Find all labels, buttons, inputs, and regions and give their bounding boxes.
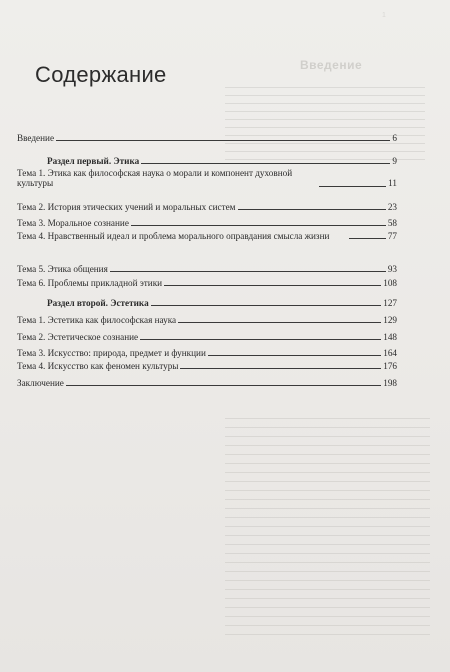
toc-leader-line	[319, 185, 386, 187]
toc-entry-aesthetics-topic-1	[17, 315, 397, 325]
toc-page-number: 77	[387, 231, 397, 241]
toc-leader-line	[178, 321, 381, 323]
toc-entry-label: Тема 4. Нравственный идеал и проблема морального оправдания смысла жизни	[17, 231, 330, 241]
toc-section-aesthetics	[17, 298, 397, 308]
toc-page-number: 23	[387, 202, 397, 212]
toc-entry-label: Тема 2. История этических учений и моральных систем	[17, 202, 236, 212]
toc-entry-label: Введение	[17, 133, 55, 143]
toc-leader-line	[141, 162, 390, 164]
toc-section-ethics	[17, 156, 397, 166]
toc-page-number: 9	[392, 156, 397, 166]
toc-entry-label: Заключение	[17, 378, 64, 388]
toc-section-label: Раздел первый. Этика	[47, 156, 140, 166]
toc-page-number: 198	[383, 378, 397, 388]
toc-page-number: 129	[383, 315, 397, 325]
toc-leader-line	[349, 237, 386, 239]
toc-leader-line	[151, 304, 382, 306]
toc-entry-aesthetics-topic-3	[17, 348, 397, 358]
toc-entry-label: Тема 3. Искусство: природа, предмет и функции	[17, 348, 206, 358]
toc-leader-line	[131, 224, 386, 226]
toc-page-number: 11	[388, 178, 397, 189]
toc-entry-conclusion	[17, 378, 397, 388]
toc-entry-ethics-topic-3	[17, 218, 397, 228]
toc-entry-ethics-topic-5	[17, 264, 397, 274]
toc-entry-label: Тема 5. Этика общения	[17, 264, 108, 274]
toc-entry-ethics-topic-4	[17, 231, 397, 241]
toc-entry-label: Тема 2. Эстетическое сознание	[17, 332, 139, 342]
page-title: Содержание	[35, 61, 167, 87]
toc-entry-ethics-topic-1	[17, 168, 397, 189]
bleed-through-text-bottom	[225, 410, 430, 643]
toc-page-number: 127	[383, 298, 397, 308]
toc-entry-ethics-topic-2	[17, 202, 397, 212]
toc-page-number: 6	[392, 133, 397, 143]
toc-leader-line	[56, 139, 390, 141]
toc-leader-line	[66, 384, 381, 386]
toc-leader-line	[140, 338, 381, 340]
toc-entry-label: Тема 4. Искусство как феномен культуры	[17, 361, 179, 371]
toc-page-number: 164	[383, 348, 397, 358]
toc-entry-introduction	[17, 133, 397, 143]
toc-leader-line	[164, 284, 381, 286]
toc-leader-line	[208, 354, 381, 356]
bleed-through-page-number: 1	[382, 12, 386, 19]
toc-leader-line	[238, 208, 386, 210]
toc-page-number: 108	[383, 278, 397, 288]
bleed-through-text-top	[225, 80, 425, 167]
bleed-through-heading: Введение	[300, 58, 363, 72]
toc-page-number: 148	[383, 332, 397, 342]
toc-section-label: Раздел второй. Эстетика	[47, 298, 149, 308]
toc-leader-line	[180, 367, 381, 369]
toc-page-number: 93	[387, 264, 397, 274]
toc-entry-label: Тема 1. Этика как философская наука о морали и компонент духовной культуры	[17, 168, 293, 189]
toc-page-number: 176	[383, 361, 397, 371]
toc-entry-aesthetics-topic-2	[17, 332, 397, 342]
toc-entry-label: Тема 3. Моральное сознание	[17, 218, 129, 228]
toc-leader-line	[110, 270, 386, 272]
toc-page-number: 58	[387, 218, 397, 228]
toc-entry-label: Тема 6. Проблемы прикладной этики	[17, 278, 163, 288]
toc-entry-label: Тема 1. Эстетика как философская наука	[17, 315, 177, 325]
toc-entry-ethics-topic-6	[17, 278, 397, 288]
toc-entry-aesthetics-topic-4	[17, 361, 397, 371]
